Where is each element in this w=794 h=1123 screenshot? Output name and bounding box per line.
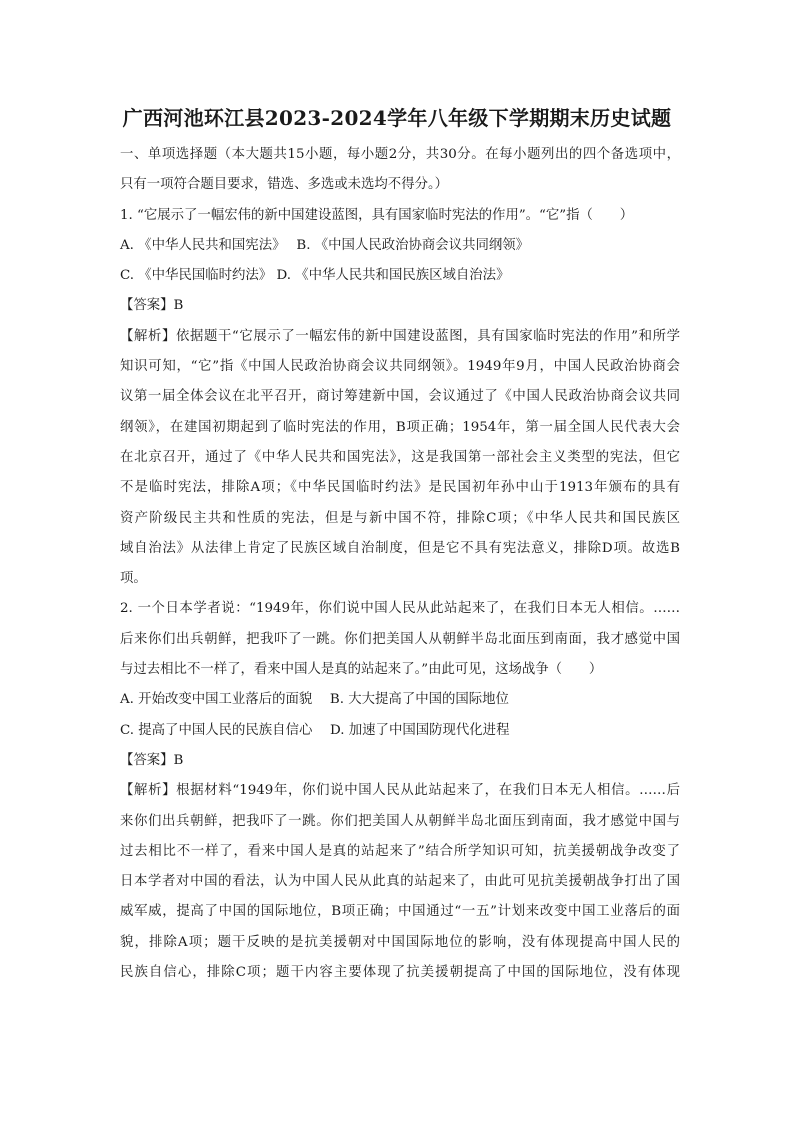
text-line: 资产阶级民主共和性质的宪法，但是与新中国不符，排除C项；《中华人民共和国民族区 — [120, 510, 680, 526]
text-line: 一、单项选择题（本大题共15小题，每小题2分，共30分。在每小题列出的四个备选项中， — [120, 147, 680, 162]
text-line: 来你们出兵朝鲜，把我吓了一跳。你们把美国人从朝鲜半岛北面压到南面，我才感觉中国与 — [120, 813, 680, 829]
text-line: 知识可知，“它”指《中国人民政治协商会议共同纲领》。1949年9月，中国人民政治协商会 — [120, 359, 680, 375]
text-line: 貌，排除A项；题干反映的是抗美援朝对中国国际地位的影响，没有体现提高中国人民的 — [120, 934, 680, 950]
text-line: 纲领》，在建国初期起到了临时宪法的作用，B项正确；1954年，第一届全国人民代表大会 — [120, 419, 680, 435]
text-line: 与过去相比不一样了，看来中国人是真的站起来了。”由此可见，这场战争（ ） — [120, 662, 603, 678]
text-line: 议第一届全体会议在北平召开，商讨筹建新中国，会议通过了《中国人民政治协商会议共同 — [120, 389, 680, 405]
text-line: 后来你们出兵朝鲜，把我吓了一跳。你们把美国人从朝鲜半岛北面压到南面，我才感觉中国 — [120, 631, 680, 647]
text-line: 【答案】B — [120, 752, 184, 768]
text-line: A. 开始改变中国工业落后的面貌 B. 大大提高了中国的国际地位 — [120, 692, 509, 708]
text-line: 1. “它展示了一幅宏伟的新中国建设蓝图，具有国家临时宪法的作用”。“它”指（ ） — [120, 207, 634, 223]
text-line: 【答案】B — [120, 298, 184, 314]
document-body — [120, 140, 680, 988]
text-line: 项。 — [120, 571, 147, 587]
text-line: 在北京召开，通过了《中华人民共和国宪法》，这是我国第一部社会主义类型的宪法，但它 — [120, 449, 680, 465]
text-line: 不是临时宪法，排除A项；《中华民国临时约法》是民国初年孙中山于1913年颁布的具有 — [120, 480, 680, 496]
text-line: 域自治法》从法律上肯定了民族区域自治制度，但是它不具有宪法意义，排除D项。故选B — [120, 540, 680, 556]
text-line: 2. 一个日本学者说：“1949年，你们说中国人民从此站起来了，在我们日本无人相信。…… — [120, 601, 680, 617]
text-line: C. 《中华民国临时约法》 D. 《中华人民共和国民族区域自治法》 — [120, 268, 510, 284]
text-line: 过去相比不一样了，看来中国人是真的站起来了”结合所学知识可知，抗美援朝战争改变了 — [120, 843, 680, 859]
text-line: 只有一项符合题目要求，错选、多选或未选均不得分。） — [120, 177, 449, 193]
text-line: 【解析】依据题干“它展示了一幅宏伟的新中国建设蓝图，具有国家临时宪法的作用”和所学 — [120, 328, 680, 344]
text-line: 日本学者对中国的看法，认为中国人民从此真的站起来了，由此可见抗美援朝战争打出了国 — [120, 874, 680, 890]
text-line: 威军威，提高了中国的国际地位，B项正确；中国通过“一五”计划来改变中国工业落后的面 — [120, 904, 680, 920]
text-line: C. 提高了中国人民的民族自信心 D. 加速了中国国防现代化进程 — [120, 722, 510, 738]
text-line: 【解析】根据材料“1949年，你们说中国人民从此站起来了，在我们日本无人相信。……后 — [120, 783, 680, 799]
text-line: A. 《中华人民共和国宪法》 B. 《中国人民政治协商会议共同纲领》 — [120, 237, 530, 253]
document-title: 广西河池环江县2023-2024学年八年级下学期期末历史试题 — [122, 106, 672, 130]
text-line: 民族自信心，排除C项；题干内容主要体现了抗美援朝提高了中国的国际地位，没有体现 — [120, 965, 680, 981]
